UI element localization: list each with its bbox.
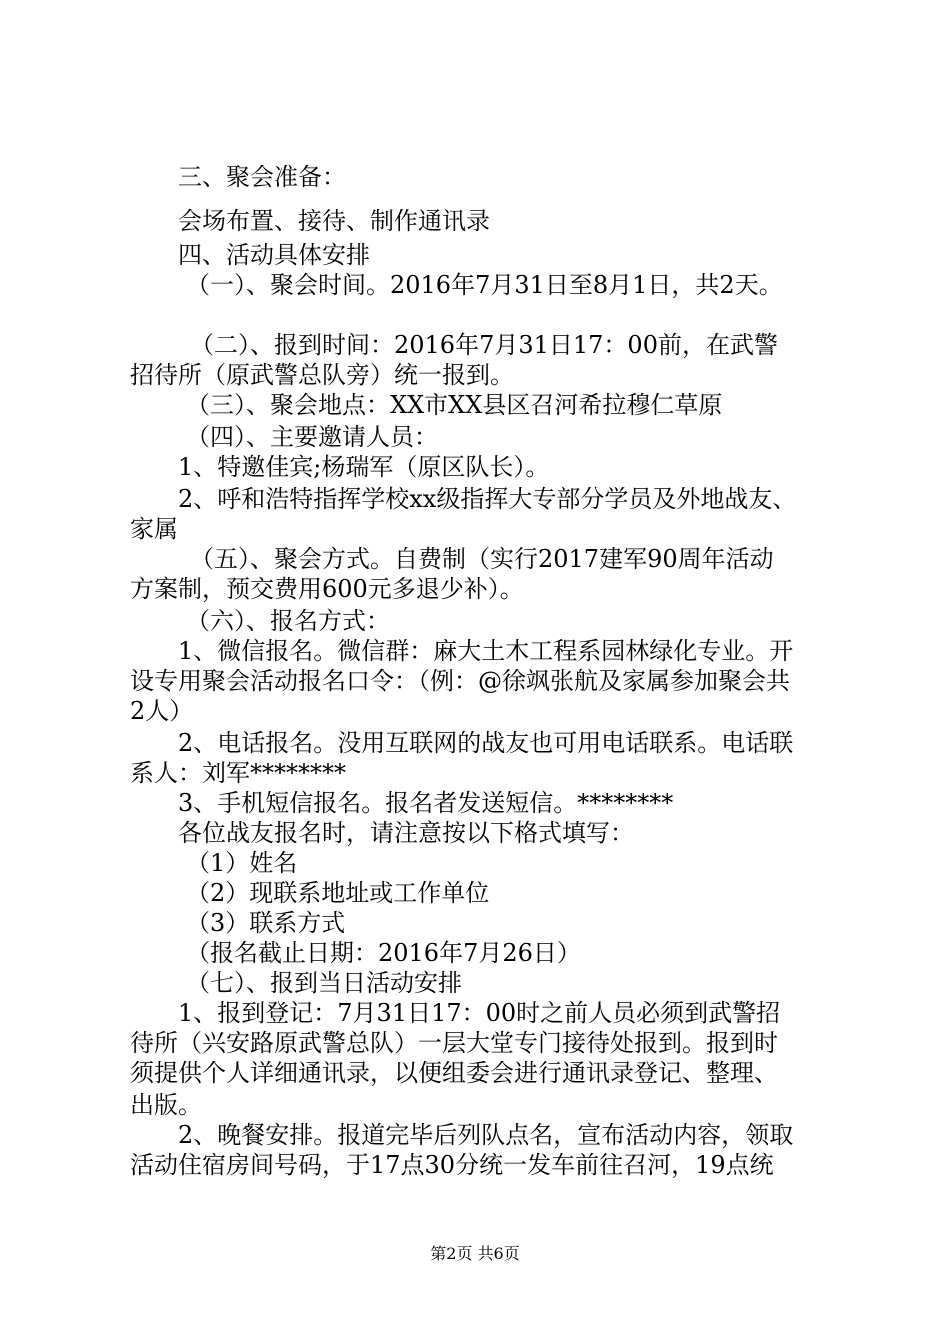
doc-line: 2人） (130, 697, 194, 725)
doc-line: 出版。 (130, 1091, 202, 1119)
doc-line: 2、电话报名。没用互联网的战友也可用电话联系。电话联 (178, 729, 794, 757)
doc-line: 家属 (130, 515, 178, 543)
doc-line: 活动住宿房间号码，于17点30分统一发车前往召河，19点统 (130, 1151, 774, 1179)
doc-line: 系人：刘军******** (130, 759, 346, 787)
doc-line: （2）现联系地址或工作单位 (186, 879, 490, 907)
doc-line: 方案制，预交费用600元多退少补）。 (130, 575, 524, 603)
doc-line: 四、活动具体安排 (178, 241, 370, 269)
doc-line: （报名截止日期：2016年7月26日） (186, 939, 581, 967)
doc-line: （一）、聚会时间。2016年7月31日至8月1日，共2天。 (186, 271, 783, 299)
doc-line: （二）、报到时间：2016年7月31日17：00前，在武警 (190, 331, 778, 359)
page-number-footer: 第2页 共6页 (430, 1244, 520, 1263)
doc-line: 招待所（原武警总队旁）统一报到。 (130, 361, 514, 389)
doc-line: （六）、报名方式： (186, 607, 390, 635)
doc-line: 待所（兴安路原武警总队）一层大堂专门接待处报到。报到时 (130, 1029, 778, 1057)
doc-line: 1、微信报名。微信群：麻大土木工程系园林绿化专业。开 (178, 637, 794, 665)
doc-line: 会场布置、接待、制作通讯录 (178, 207, 490, 235)
doc-line: 3、手机短信报名。报名者发送短信。******** (178, 789, 674, 817)
doc-line: 1、特邀佳宾;杨瑞军（原区队长）。 (178, 453, 550, 481)
doc-line: （3）联系方式 (186, 909, 346, 937)
doc-line: 各位战友报名时，请注意按以下格式填写： (178, 819, 634, 847)
doc-line: （三）、聚会地点：XX市XX县区召河希拉穆仁草原 (186, 391, 723, 419)
doc-line: （1）姓名 (186, 849, 298, 877)
doc-line: 1、报到登记：7月31日17：00时之前人员必须到武警招 (178, 999, 781, 1027)
doc-line: 2、呼和浩特指挥学校xx级指挥大专部分学员及外地战友、 (178, 485, 797, 513)
doc-line: 三、聚会准备： (178, 163, 346, 191)
doc-line: （五）、聚会方式。自费制（实行2017建军90周年活动 (190, 545, 774, 573)
doc-line: （七）、报到当日活动安排 (186, 969, 462, 997)
doc-line: 2、晚餐安排。报道完毕后列队点名，宣布活动内容，领取 (178, 1121, 794, 1149)
doc-line: 设专用聚会活动报名口令：（例：@徐飒张航及家属参加聚会共 (130, 667, 790, 695)
doc-line: 须提供个人详细通讯录，以便组委会进行通讯录登记、整理、 (130, 1059, 778, 1087)
doc-line: （四）、主要邀请人员： (186, 423, 438, 451)
